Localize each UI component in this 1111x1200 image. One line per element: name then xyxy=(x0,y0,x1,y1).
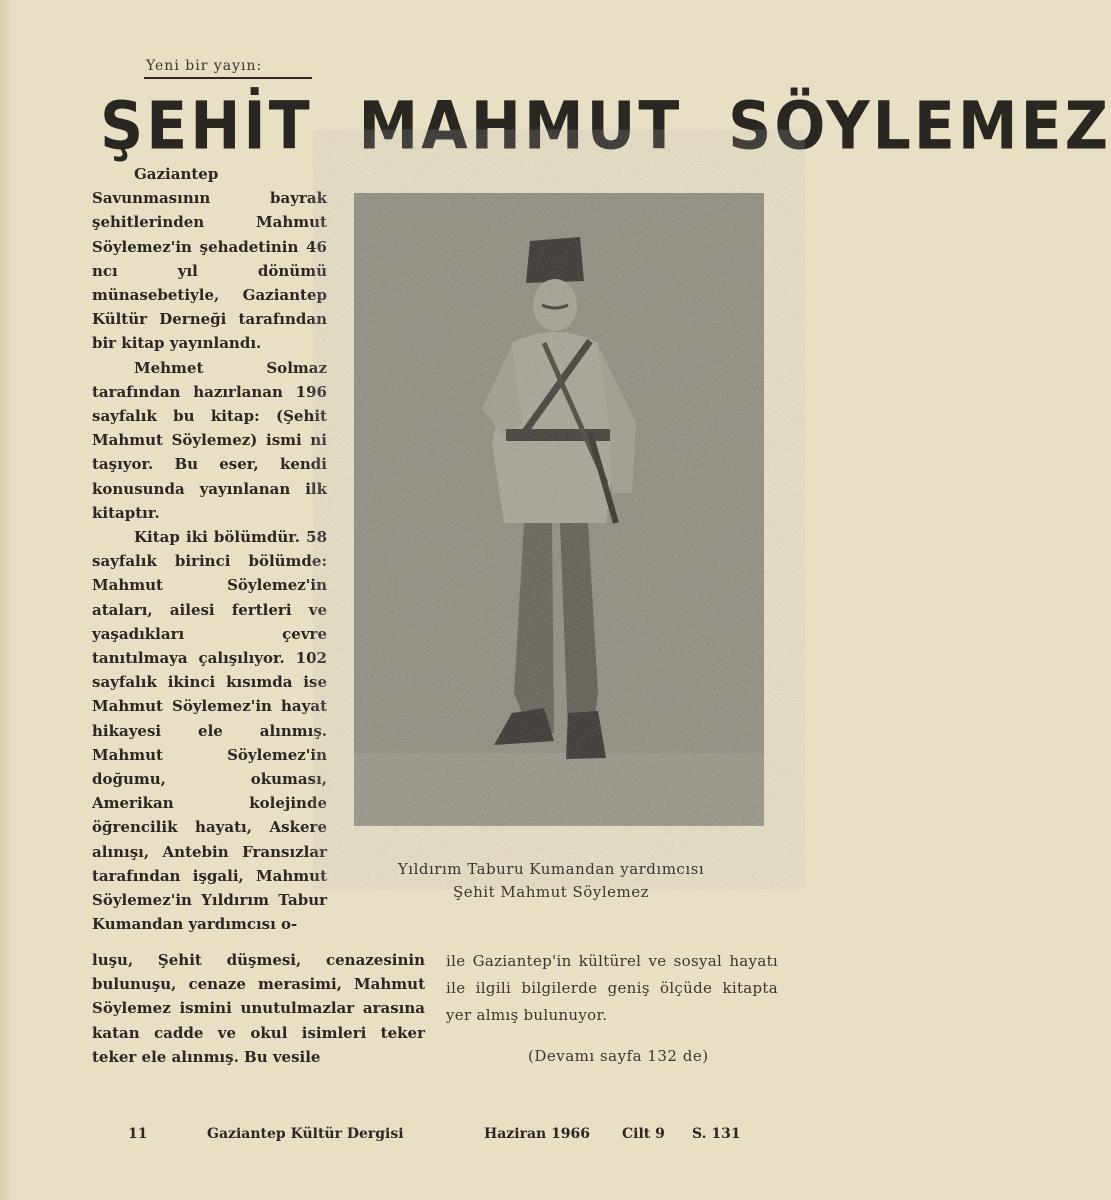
kicker-underline xyxy=(144,77,312,79)
continued-note: (Devamı sayfa 132 de) xyxy=(528,1047,709,1065)
paragraph-3: Kitap iki bölümdür. 58 sayfalık birinci bölümde: Mahmut Söylemez'in ataları, ailesi fertleri ve yaşadıkları çevre tanıtılmaya çalışılıyor. 102 sayfalık ikinci kısımda ise Mahmut Söylemez'in hayat hikayesi ele alınmış. Mahmut Söylemez'in doğumu, okuması, Amerikan kolejinde öğrencilik hayatı, Askere alınışı, Antebin Fransızlar tarafından işgali, Mahmut Söylemez'in Yıldırım Tabur Kumandan yardımcısı o- xyxy=(92,528,327,934)
portrait-photo xyxy=(354,193,764,826)
photo-caption-line-1: Yıldırım Taburu Kumandan yardımcısı xyxy=(397,860,705,878)
footer-issue: S. 131 xyxy=(692,1126,741,1142)
headline-title: ŞEHİT MAHMUT SÖYLEMEZ xyxy=(100,88,1111,165)
page-edge-left xyxy=(0,0,12,1200)
footer-date: Haziran 1966 xyxy=(484,1126,591,1142)
kicker-label: Yeni bir yayın: xyxy=(146,58,263,74)
photo-caption xyxy=(366,858,736,904)
footer-magazine-name: Gaziantep Kültür Dergisi xyxy=(207,1126,404,1142)
paragraph-right: ile Gaziantep'in kültürel ve sosyal hayatı ile ilgili bilgilerde geniş ölçüde kitapta yer almış bulunuyor. xyxy=(446,952,778,1024)
footer-volume: Cilt 9 xyxy=(622,1126,665,1142)
paragraph-continuation: luşu, Şehit düşmesi, cenazesinin bulunuşu, cenaze merasimi, Mahmut Söylemez ismini unutulmazlar arasına katan cadde ve okul isimleri teker teker ele alınmış. Bu vesile xyxy=(92,951,425,1066)
page-footer xyxy=(0,1126,875,1148)
article-bottom-left xyxy=(92,948,425,1069)
photo-caption-line-2: Şehit Mahmut Söylemez xyxy=(452,883,649,901)
soldier-figure-image xyxy=(354,193,764,826)
paragraph-1: Gaziantep Savunmasının bayrak şehitlerinden Mahmut Söylemez'in şehadetinin 46 ncı yıl dönümü münasebetiyle, Gaziantep Kültür Derneği tarafından bir kitap yayınlandı. xyxy=(92,165,327,353)
paragraph-2: Mehmet Solmaz tarafından hazırlanan 196 sayfalık bu kitap: (Şehit Mahmut Söylemez) ismi ni taşıyor. Bu eser, kendi konusunda yayınlanan ilk kitaptır. xyxy=(92,358,327,522)
article-bottom-right xyxy=(446,948,778,1029)
footer-page-number: 11 xyxy=(128,1126,148,1142)
article-left-column xyxy=(92,162,327,937)
